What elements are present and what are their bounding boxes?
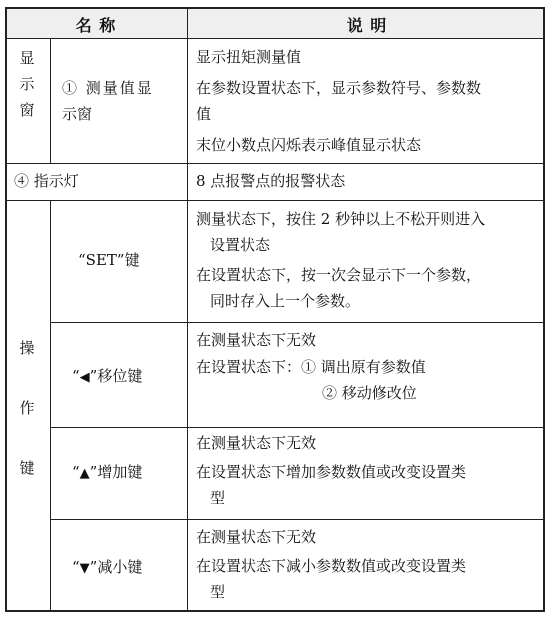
up-key-label: ”增加键 — [89, 463, 143, 481]
header-description: 说 明 — [346, 16, 388, 35]
open-quote: “ — [72, 463, 80, 481]
table-bottom-border — [5, 610, 545, 612]
table-left-border — [5, 7, 7, 612]
shift-key-desc-3: ② 移动修改位 — [322, 384, 417, 402]
open-quote: “ — [72, 558, 80, 576]
indicator-desc: 8 点报警点的报警状态 — [196, 172, 346, 190]
up-key-name — [72, 462, 142, 484]
display-group-divider — [50, 38, 51, 163]
display-desc-3: 值 — [196, 105, 212, 123]
up-key-desc-2: 在设置状态下增加参数数值或改变设置类 — [196, 463, 467, 481]
down-key-desc-3: 型 — [210, 583, 226, 601]
header-bottom-border — [5, 38, 545, 39]
set-key-desc-4: 同时存入上一个参数。 — [210, 292, 361, 310]
keys-group-label-3: 键 — [19, 459, 35, 477]
shift-row-bottom-border — [50, 427, 545, 428]
display-desc-4: 末位小数点闪烁表示峰值显示状态 — [196, 136, 422, 154]
display-row-bottom-border — [5, 163, 545, 164]
shift-key-name — [72, 366, 142, 388]
open-quote: “ — [72, 367, 80, 385]
shift-key-desc-2: 在设置状态下：① 调出原有参数值 — [196, 358, 426, 376]
up-key-desc-1: 在测量状态下无效 — [196, 434, 317, 452]
up-arrow-icon: ▲ — [79, 466, 90, 481]
display-group-label-1: 显 — [19, 49, 35, 67]
shift-key-label: ”移位键 — [89, 367, 143, 385]
display-group-label-2: 示 — [19, 75, 35, 93]
shift-key-desc-1: 在测量状态下无效 — [196, 331, 317, 349]
left-arrow-icon: ◀ — [79, 370, 90, 385]
keys-group-divider — [50, 200, 51, 610]
display-desc-1: 显示扭矩测量值 — [196, 48, 302, 66]
down-arrow-icon: ▼ — [79, 561, 90, 576]
indicator-row-bottom-border — [5, 200, 545, 201]
keys-group-label-1: 操 — [19, 339, 35, 357]
column-divider — [187, 7, 188, 612]
set-key-desc-1: 测量状态下，按住 2 秒钟以上不松开则进入 — [196, 210, 486, 228]
table-right-border — [543, 7, 545, 612]
display-desc-2: 在参数设置状态下，显示参数符号、参数数 — [196, 79, 482, 97]
keys-group-label-2: 作 — [19, 399, 35, 417]
display-name-line2: 示窗 — [62, 105, 93, 123]
down-key-desc-1: 在测量状态下无效 — [196, 528, 317, 546]
down-key-desc-2: 在设置状态下减小参数数值或改变设置类 — [196, 557, 467, 575]
display-group-label-3: 窗 — [19, 101, 35, 119]
header-name: 名 称 — [75, 16, 117, 35]
up-row-bottom-border — [50, 519, 545, 520]
set-key-desc-2: 设置状态 — [210, 236, 271, 254]
set-row-bottom-border — [50, 322, 545, 323]
up-key-desc-3: 型 — [210, 489, 226, 507]
down-key-name — [72, 557, 142, 579]
indicator-name: ④ 指示灯 — [14, 172, 79, 190]
set-key-name: “SET”键 — [78, 251, 140, 269]
down-key-label: ”减小键 — [89, 558, 143, 576]
display-name-line1: ① 测量值显 — [62, 79, 154, 97]
table-top-border — [5, 7, 545, 9]
set-key-desc-3: 在设置状态下，按一次会显示下一个参数， — [196, 266, 482, 284]
